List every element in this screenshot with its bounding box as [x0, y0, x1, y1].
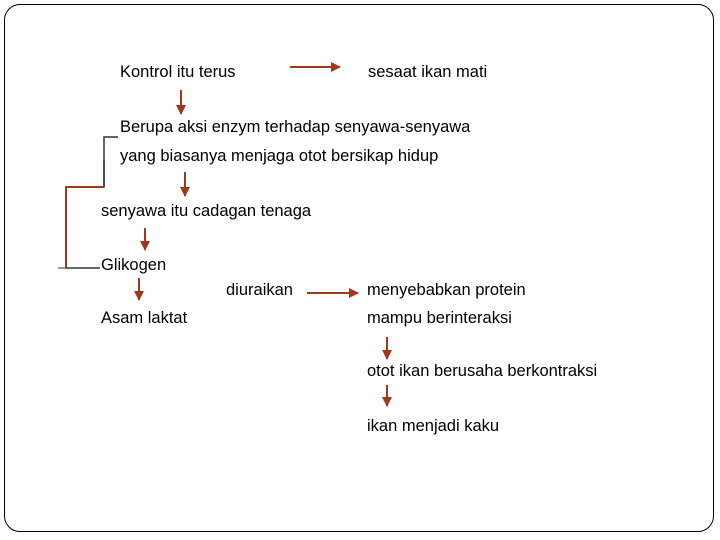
- node-otot: otot ikan berusaha berkontraksi: [367, 362, 598, 380]
- node-cadangan: senyawa itu cadagan tenaga: [101, 202, 312, 220]
- node-protein-line2: mampu berinteraksi: [367, 309, 512, 327]
- node-asam-laktat: Asam laktat: [101, 309, 188, 327]
- node-diuraikan: diuraikan: [226, 281, 293, 299]
- node-protein-line1: menyebabkan protein: [367, 281, 526, 299]
- node-kaku: ikan menjadi kaku: [367, 417, 500, 435]
- node-berupa-line1: Berupa aksi enzym terhadap senyawa-senyawa: [120, 118, 471, 136]
- node-kontrol: Kontrol itu terus: [120, 63, 236, 81]
- node-sesaat: sesaat ikan mati: [368, 63, 488, 81]
- node-berupa-line2: yang biasanya menjaga otot bersikap hidup: [120, 147, 439, 165]
- node-glikogen: Glikogen: [101, 256, 167, 274]
